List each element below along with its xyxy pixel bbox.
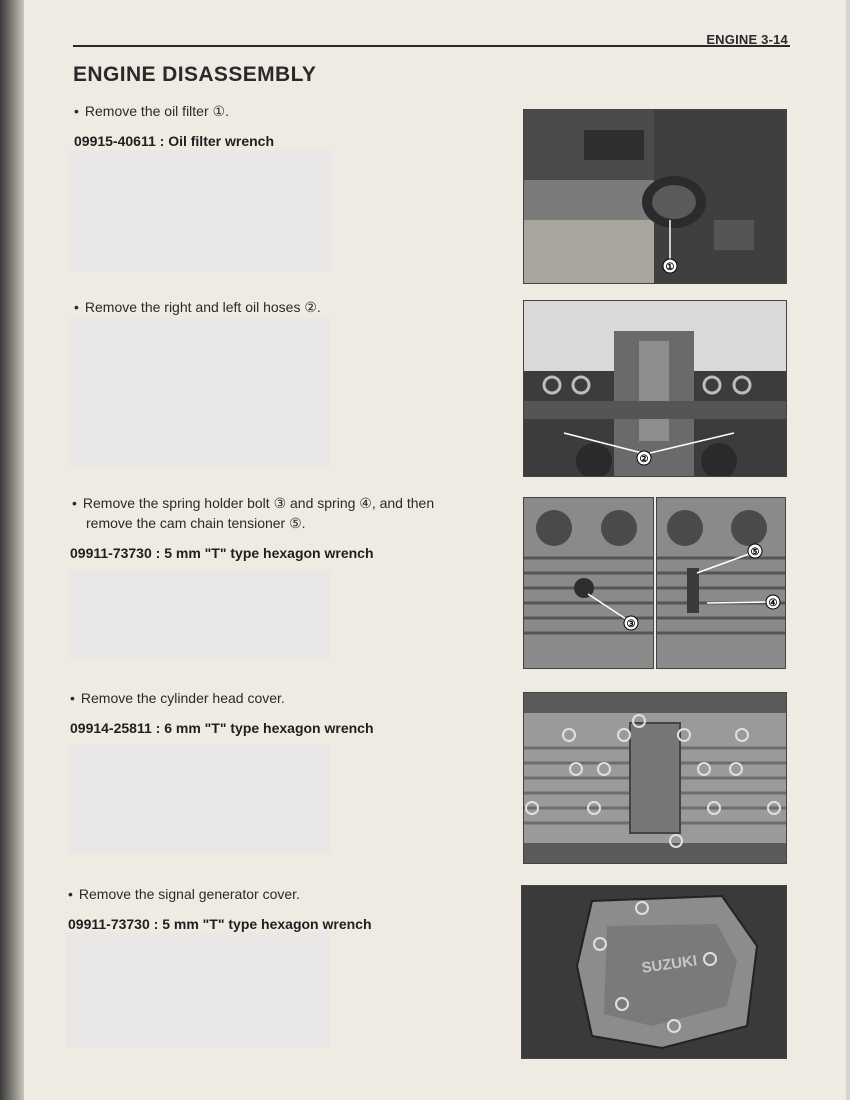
section-title: ENGINE DISASSEMBLY <box>73 63 317 86</box>
step-remove-cylinder-head-cover <box>70 688 285 708</box>
photo-signal-generator-cover <box>521 885 787 1059</box>
step-text: Remove the cylinder head cover. <box>80 690 285 706</box>
bleed-through-panel <box>68 570 330 658</box>
step-remove-signal-generator-cover <box>68 884 300 904</box>
step-text: Remove the signal generator cover. <box>78 886 300 902</box>
step-remove-oil-hoses <box>74 297 321 317</box>
photo-cam-chain-tensioner <box>656 497 786 669</box>
special-tool-5mm-t-wrench: 09911-73730 : 5 mm "T" type hexagon wrench <box>68 916 372 932</box>
step-remove-oil-filter <box>74 101 229 121</box>
photo-oil-hoses <box>523 300 787 477</box>
photo-oil-filter <box>523 109 787 284</box>
special-tool-5mm-t-wrench: 09911-73730 : 5 mm "T" type hexagon wrench <box>70 545 374 561</box>
bullet: • <box>74 103 79 119</box>
bullet: • <box>74 299 79 315</box>
bleed-through-panel <box>68 744 330 854</box>
step-text-line-2: remove the cam chain tensioner ⑤. <box>86 515 306 531</box>
callout-3: ③ <box>626 619 636 630</box>
step-text: Remove the oil filter ①. <box>84 103 229 119</box>
bullet: • <box>68 886 73 902</box>
bleed-through-panel <box>66 932 330 1048</box>
bullet: • <box>72 495 77 511</box>
step-text-line-1: Remove the spring holder bolt ③ and spring ④, and then <box>82 495 435 511</box>
step-remove-cam-chain-tensioner <box>72 493 434 533</box>
callout-2: ② <box>639 454 649 465</box>
page-edge <box>846 0 850 1100</box>
book-binding-shadow <box>0 0 24 1100</box>
callout-4: ④ <box>768 598 778 609</box>
suzuki-logo: SUZUKI <box>640 952 699 977</box>
photo-spring-holder-bolt <box>523 497 654 669</box>
special-tool-6mm-t-wrench: 09914-25811 : 6 mm "T" type hexagon wrench <box>70 720 374 736</box>
bleed-through-panel <box>68 318 330 466</box>
special-tool-oil-filter-wrench: 09915-40611 : Oil filter wrench <box>74 133 274 149</box>
bullet: • <box>70 690 75 706</box>
step-text: Remove the right and left oil hoses ②. <box>84 299 321 315</box>
header-rule <box>73 45 790 47</box>
callout-5: ⑤ <box>750 547 760 558</box>
photo-cylinder-head-cover <box>523 692 787 864</box>
bleed-through-panel <box>68 150 333 272</box>
callout-1: ① <box>665 262 675 273</box>
page-reference: ENGINE 3-14 <box>706 32 788 47</box>
